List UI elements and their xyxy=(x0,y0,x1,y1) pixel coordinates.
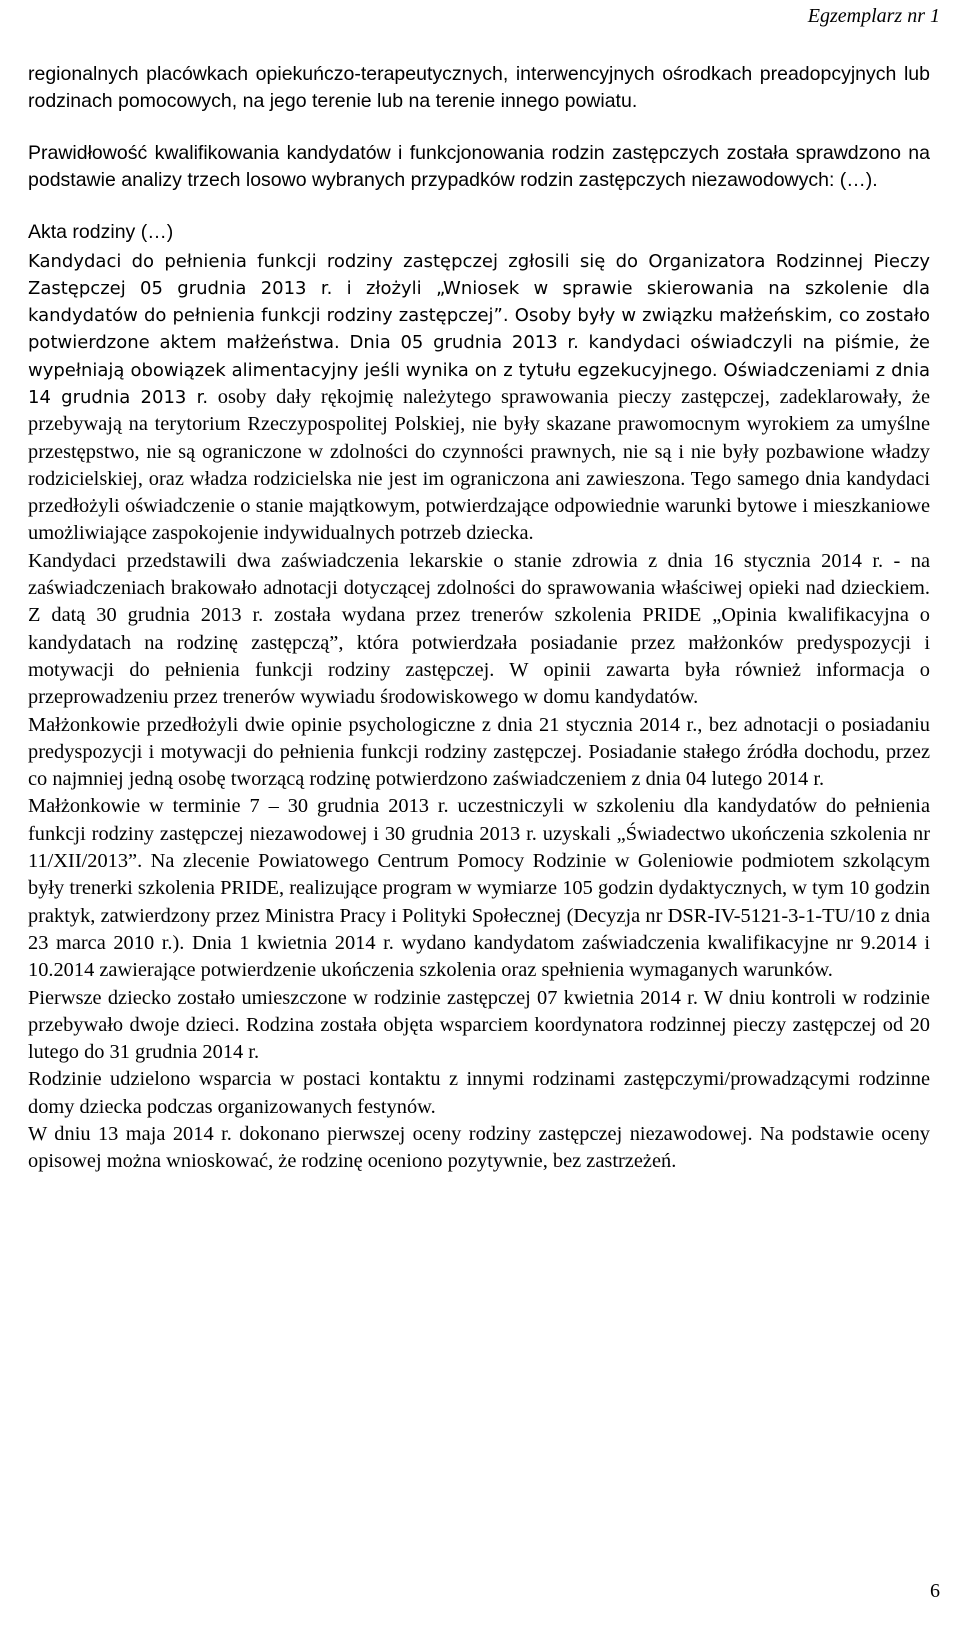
training-paragraph: Małżonkowie w terminie 7 – 30 grudnia 2013 r. uczestniczyli w szkoleniu dla kandydatów do pełnienia funkcji rodziny zastępczej niezawodowej i 30 grudnia 2013 r. uzyskali „Świadectwo ukończenia szkolenia nr 11/XII/2013”. Na zlecenie Powiatowego Centrum Pomocy Rodzinie w Goleniowie podmiotem szkolącym były trenerki szkolenia PRIDE, realizujące program w wymiarze 105 godzin dydaktycznych, w tym 10 godzin praktyk, zatwierdzony przez Ministra Pracy i Polityki Społecznej (Decyzja nr DSR-IV-5121-3-1-TU/10 z dnia 23 marca 2010 r.). Dnia 1 kwietnia 2014 r. wydano kandydatom zaświadczenia kwalifikacyjne nr 9.2014 i 10.2014 zawierające potwierdzenie ukończenia szkolenia oraz spełnienia wymaganych warunków. xyxy=(28,795,930,982)
candidates-text-serif: osoby dały rękojmię należytego sprawowania pieczy zastępczej, zadeklarowały, że przebywają na terytorium Rzeczypospolitej Polskiej, nie były skazane prawomocnym wyrokiem za umyślne przestępstwo, nie są ograniczone w zdolności do czynności prawnych, nie są i nie były pozbawione władzy rodzicielskiej, oraz władza rodzicielska nie jest im ograniczona ani zawieszona. Tego samego dnia kandydaci przedłożyli oświadczenie o stanie majątkowym, potwierdzające odpowiednie warunki bytowe i mieszkaniowe umożliwiające zaspokojenie indywidualnych potrzeb dziecka. xyxy=(28,385,931,545)
page-number: 6 xyxy=(930,1580,940,1602)
candidates-paragraph xyxy=(28,248,930,548)
candidates-text-sans: Kandydaci do pełnienia funkcji rodziny zastępczej zgłosili się do Organizatora Rodzinnej Pieczy Zastępczej 05 grudnia 2013 r. i złożyli „Wniosek w sprawie skierowania na szkolenie dla kandydatów do pełnienia funkcji rodziny zastępczej”. Osoby były w związku małżeńskim, co zostało potwierdzone aktem małżeństwa. Dnia 05 grudnia 2013 r. kandydaci oświadczyli na piśmie, że wypełniają obowiązek alimentacyjny jeśli wynika on z tytułu egzekucyjnego. Oświadczeniami z dnia 14 grudnia 2013 r. xyxy=(28,250,930,408)
intro-paragraph-1: regionalnych placówkach opiekuńczo-terapeutycznych, interwencyjnych ośrodkach preadopcyjnych lub rodzinach pomocowych, na jego terenie lub na terenie innego powiatu. xyxy=(28,63,930,112)
document-body xyxy=(28,61,930,1176)
support-paragraph: Rodzinie udzielono wsparcia w postaci kontaktu z innymi rodzinami zastępczymi/prowadzącymi rodzinne domy dziecka podczas organizowanych festynów. xyxy=(28,1068,930,1118)
copy-number-label: Egzemplarz nr 1 xyxy=(807,5,940,27)
psychological-opinions-paragraph: Małżonkowie przedłożyli dwie opinie psychologiczne z dnia 21 stycznia 2014 r., bez adnotacji o posiadaniu predyspozycji i motywacji do pełnienia funkcji rodziny zastępczej. Posiadanie stałego źródła dochodu, przez co najmniej jedną osobę tworzącą rodzinę potwierdzono zaświadczeniem z dnia 04 lutego 2014 r. xyxy=(28,713,930,791)
akta-heading: Akta rodziny (…) xyxy=(28,221,174,243)
intro-block xyxy=(28,61,930,246)
intro-paragraph-2: Prawidłowość kwalifikowania kandydatów i funkcjonowania rodzin zastępczych została sprawdzono na podstawie analizy trzech losowo wybranych przypadków rodzin zastępczych niezawodowych: (…). xyxy=(28,142,930,191)
placement-paragraph: Pierwsze dziecko zostało umieszczone w rodzinie zastępczej 07 kwietnia 2014 r. W dniu kontroli w rodzinie przebywało dwoje dzieci. Rodzina została objęta wsparciem koordynatora rodzinnej pieczy zastępczej od 20 lutego do 31 grudnia 2014 r. xyxy=(28,986,930,1064)
akta-section xyxy=(28,248,930,1176)
assessment-paragraph: W dniu 13 maja 2014 r. dokonano pierwszej oceny rodziny zastępczej niezawodowej. Na podstawie oceny opisowej można wnioskować, że rodzinę oceniono pozytywnie, bez zastrzeżeń. xyxy=(28,1123,930,1173)
medical-certificates-paragraph: Kandydaci przedstawili dwa zaświadczenia lekarskie o stanie zdrowia z dnia 16 stycznia 2014 r. - na zaświadczeniach brakowało adnotacji dotyczącej zdolności do sprawowania właściwej opieki nad dzieckiem. Z datą 30 grudnia 2013 r. została wydana przez trenerów szkolenia PRIDE „Opinia kwalifikacyjna o kandydatach na rodzinę zastępczą”, która potwierdzała posiadanie przez małżonków predyspozycji i motywacji do pełnienia funkcji rodziny zastępczej. W opinii zawarta była również informacja o przeprowadzeniu przez trenerów wywiadu środowiskowego w domu kandydatów. xyxy=(28,549,930,709)
